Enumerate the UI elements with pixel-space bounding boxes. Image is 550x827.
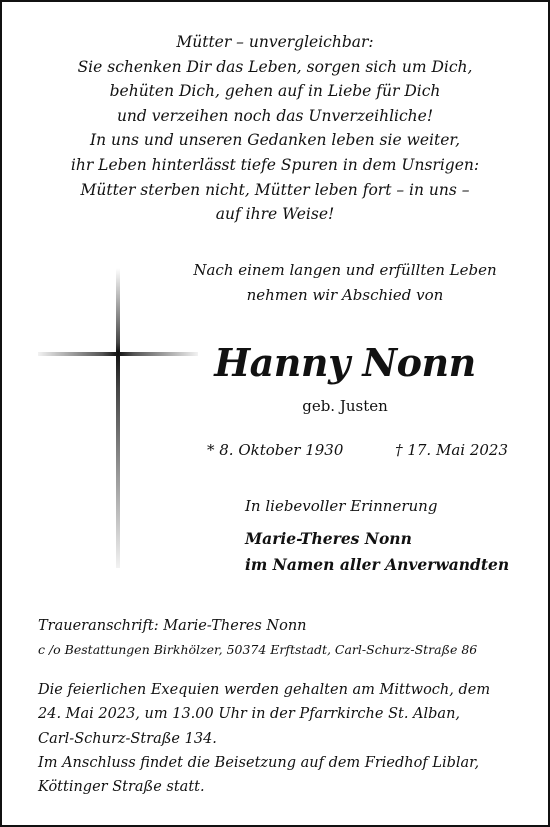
service-line: Köttinger Straße statt. [38,779,205,796]
intro-text [180,258,510,308]
poem-line: und verzeihen noch das Unverzeihliche! [116,106,434,125]
signers [245,526,509,578]
poem-line: Sie schenken Dir das Leben, sorgen sich um Dich, [77,57,473,76]
poem [0,30,550,227]
mourning-address [38,614,477,662]
memory-line: In liebevoller Erinnerung [245,497,438,515]
deceased-name: Hanny Nonn [214,340,476,385]
service-line: Die feierlichen Exequien werden gehalten am Mittwoch, dem [38,682,491,698]
signer-name: Marie-Theres Nonn [245,529,412,548]
intro-line: Nach einem langen und erfüllten Leben [193,261,497,279]
birth-date: * 8. Oktober 1930 [207,441,344,459]
service-line: Carl-Schurz-Straße 134. [38,730,217,747]
birth-name: geb. Justen [302,397,388,415]
poem-line: auf ihre Weise! [215,205,335,224]
service-info [38,678,490,799]
cross-horizontal-beam [38,352,198,356]
poem-line: behüten Dich, gehen auf in Liebe für Dich [109,82,441,101]
intro-line: nehmen wir Abschied von [246,286,444,304]
poem-line: Mütter sterben nicht, Mütter leben fort – in uns – [80,180,470,199]
service-line: Im Anschluss findet die Beisetzung auf dem Friedhof Liblar, [38,754,480,771]
address-line: c /o Bestattungen Birkhölzer, 50374 Erftstadt, Carl-Schurz-Straße 86 [38,642,478,657]
death-date: † 17. Mai 2023 [395,441,508,459]
poem-line: ihr Leben hinterlässt tiefe Spuren in dem Unsrigen: [70,155,480,174]
poem-line: In uns und unseren Gedanken leben sie weiter, [89,131,461,150]
address-line: Traueranschrift: Marie-Theres Nonn [38,618,307,634]
cross-vertical-beam [116,268,120,568]
signer-family: im Namen aller Anverwandten [245,555,510,574]
service-line: 24. Mai 2023, um 13.00 Uhr in der Pfarrkirche St. Alban, [38,706,461,723]
poem-line: Mütter – unvergleichbar: [176,33,374,51]
